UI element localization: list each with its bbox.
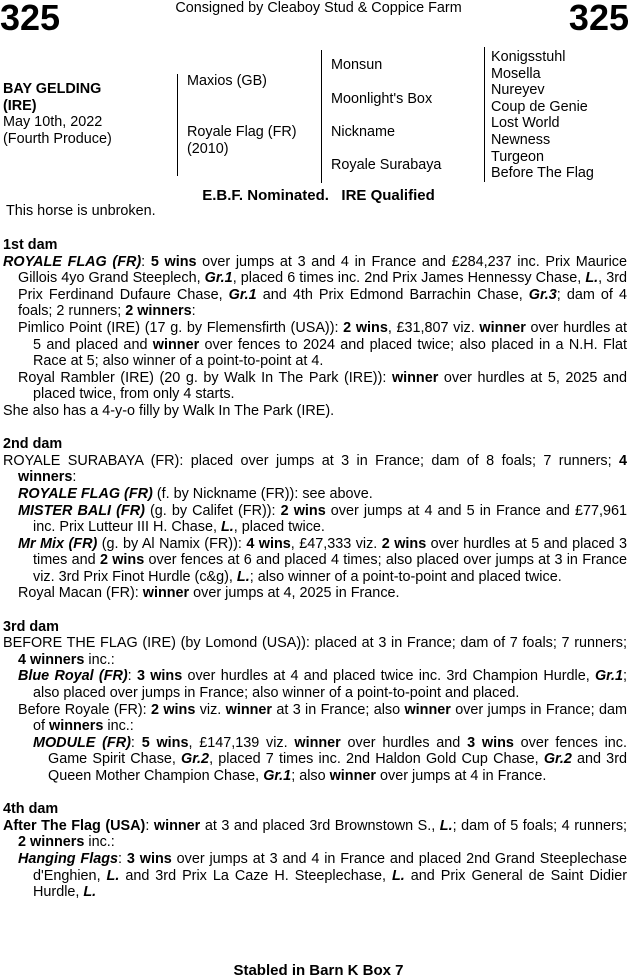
- pedigree-g1: Konigsstuhl: [491, 49, 566, 65]
- lot-number-right: 325: [568, 0, 629, 38]
- progeny-entry: MODULE (FR): 5 wins, £147,139 viz. winner over hurdles and 3 wins over fences inc. Game Spirit Chase, Gr.2, placed 7 times inc. 2nd Haldon Gold Cup Chase, Gr.2 and 3rd Queen Mother Champion Chase, Gr.1; also winner over jumps at 4 in France.: [33, 734, 627, 784]
- progeny-entry: Blue Royal (FR): 3 wins over hurdles at 4 and placed twice inc. 3rd Champion Hurdle, Gr.1; also placed over jumps in France; also winner of a point-to-point and placed.: [18, 668, 627, 702]
- pedigree-divider-3: [484, 47, 485, 182]
- pedigree-dam-dam: Royale Surabaya: [331, 157, 442, 173]
- third-dam-heading: 3rd dam: [3, 618, 59, 635]
- fourth-dam-entry: After The Flag (USA): winner at 3 and placed 3rd Brownstown S., L.; dam of 5 foals; 4 runners; 2 winners inc.:: [3, 817, 628, 851]
- progeny-note: She also has a 4-y-o filly by Walk In The Park (IRE).: [3, 402, 335, 419]
- ebf-note: E.B.F. Nominated. IRE Qualified: [202, 187, 435, 204]
- progeny-entry: Mr Mix (FR) (g. by Al Namix (FR)): 4 wins, £47,333 viz. 2 wins over hurdles at 5 and placed 3 times and 2 wins over fences at 6 and placed 4 times; also placed over jumps at 3 in France viz. 3rd Prix Finot Hurdle (c&g), L.; also winner of a point-to-point and placed twice.: [18, 535, 627, 585]
- third-dam-entry: BEFORE THE FLAG (IRE) (by Lomond (USA)): placed at 3 in France; dam of 7 foals; 7 runners; 4 winners inc.:: [3, 635, 627, 668]
- first-dam-entry: ROYALE FLAG (FR): 5 wins over jumps at 3 and 4 in France and £284,237 inc. Prix Maurice Gillois 4yo Grand Steeplech, Gr.1, placed 6 times inc. 2nd Prix James Hennessy Chase, L., 3rd Prix Ferdinand Dufaure Chase, Gr.1 and 4th Prix Edmond Barrachin Chase, Gr.3; dam of 4 foals; 2 runners; 2 winners:: [3, 253, 627, 320]
- pedigree-divider-1: [177, 74, 178, 176]
- progeny-entry: Before Royale (FR): 2 wins viz. winner at 3 in France; also winner over jumps in France; dam of winners inc.:: [18, 701, 627, 735]
- pedigree-g5: Lost World: [491, 115, 560, 132]
- progeny-entry: Hanging Flags: 3 wins over jumps at 3 and 4 in France and placed 2nd Grand Steeplechase d'Enghien, L. and 3rd Prix La Caze H. Steeplechase, L. and Prix General de Saint Didier Hurdle, L.: [18, 850, 628, 901]
- progeny-entry: Royal Macan (FR): winner over jumps at 4, 2025 in France.: [18, 585, 400, 602]
- pedigree-g2: Mosella: [491, 65, 541, 82]
- horse-sex-color: BAY GELDING: [3, 81, 102, 97]
- progeny-entry: Pimlico Point (IRE) (17 g. by Flemensfirth (USA)): 2 wins, £31,807 viz. winner over hurdles at 5 and placed and winner over fences to 2024 and placed twice; also placed in a N.H. Flat Race at 5; also winner of a point-to-point at 4.: [18, 319, 627, 370]
- pedigree-sire-dam: Moonlight's Box: [331, 91, 433, 107]
- pedigree-gen3: [491, 49, 594, 182]
- pedigree-g7: Turgeon: [491, 148, 545, 165]
- pedigree-g8: Before The Flag: [491, 165, 594, 182]
- pedigree-divider-2: [321, 50, 322, 183]
- stabled-location: Stabled in Barn K Box 7: [233, 962, 404, 979]
- family-details: [3, 237, 627, 901]
- unbroken-note: This horse is unbroken.: [6, 203, 156, 219]
- second-dam-entry: ROYALE SURABAYA (FR): placed over jumps at 3 in France; dam of 8 foals; 7 runners; 4 winners:: [3, 452, 627, 486]
- progeny-entry: ROYALE FLAG (FR) (f. by Nickname (FR)): see above.: [18, 485, 373, 502]
- fourth-dam-heading: 4th dam: [3, 801, 59, 818]
- pedigree-g6: Newness: [491, 131, 551, 148]
- second-dam-heading: 2nd dam: [3, 436, 63, 453]
- pedigree-dam: Royale Flag (FR): [187, 124, 297, 140]
- pedigree-sire-sire: Monsun: [331, 57, 383, 73]
- pedigree-sire: Maxios (GB): [187, 73, 267, 89]
- pedigree-dam-sire: Nickname: [331, 124, 395, 140]
- horse-country: (IRE): [3, 97, 37, 114]
- pedigree-g3: Nureyev: [491, 82, 545, 99]
- first-dam-heading: 1st dam: [3, 237, 58, 253]
- consignor: Consigned by Cleaboy Stud & Coppice Farm: [175, 0, 462, 16]
- horse-dob: May 10th, 2022: [3, 114, 103, 131]
- horse-produce: (Fourth Produce): [3, 130, 112, 147]
- progeny-entry: MISTER BALI (FR) (g. by Califet (FR)): 2 wins over jumps at 4 and 5 in France and £77,961 inc. Prix Lutteur III H. Chase, L., placed twice.: [18, 502, 627, 536]
- horse-description: [3, 81, 112, 147]
- pedigree-g4: Coup de Genie: [491, 98, 588, 115]
- pedigree-dam-year: (2010): [187, 141, 229, 157]
- lot-number-left: 325: [0, 0, 61, 38]
- progeny-entry: Royal Rambler (IRE) (20 g. by Walk In The Park (IRE)): winner over hurdles at 5, 2025 and placed twice, from only 4 starts.: [18, 369, 627, 403]
